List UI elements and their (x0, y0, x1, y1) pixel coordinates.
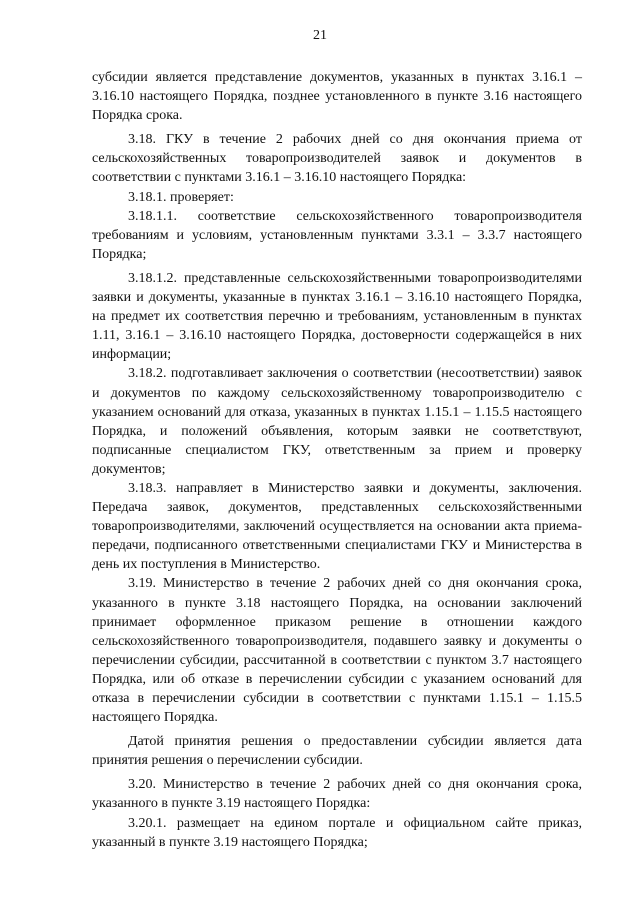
paragraph: 3.18.3. направляет в Министерство заявки и документы, заключения. Передача заявок, документов, представленных сельскохозяйственными товаропроизводителями, заключений осуществляется на основании акта приема-передачи, подписанного ответственными специалистами ГКУ и Министерства в день их поступления в Министерство. (92, 480, 582, 573)
paragraph: Датой принятия решения о предоставлении субсидии является дата принятия решения о перечислении субсидии. (92, 734, 582, 769)
paragraph: 3.18.1. проверяет: (128, 189, 234, 205)
paragraph: 3.18.1.2. представленные сельскохозяйственными товаропроизводителями заявки и документы, указанные в пунктах 3.16.1 – 3.16.10 настоящего Порядка, на предмет их соответствия перечню и требованиям, установленным в пунктах 1.11, 3.16.1 – 3.16.10 настоящего Порядка, достоверности содержащейся в них информации; (92, 270, 582, 363)
paragraph: 3.20.1. размещает на едином портале и официальном сайте приказ, указанный в пункте 3.19 настоящего Порядка; (92, 815, 582, 850)
paragraph: 3.18.1.1. соответствие сельскохозяйственного товаропроизводителя требованиям и условиям, установленным пунктами 3.3.1 – 3.3.7 настоящего Порядка; (92, 208, 582, 262)
paragraph: субсидии является представление документов, указанных в пунктах 3.16.1 – 3.16.10 настоящего Порядка, позднее установленного в пункте 3.16 настоящего Порядка срока. (92, 70, 582, 124)
paragraph: 3.19. Министерство в течение 2 рабочих дней со дня окончания срока, указанного в пункте 3.18 настоящего Порядка, на основании заключений принимает оформленное приказом решение в отношении каждого сельскохозяйственного товаропроизводителя, подавшего заявку и документы о перечислении субсидии, рассчитанной в соответствии с пунктом 3.7 настоящего Порядка, или об отказе в перечислении субсидии с указанием оснований для отказа в перечислении субсидии в соответствии с пунктами 1.15.1 – 1.15.5 настоящего Порядка. (92, 576, 582, 726)
paragraph: 3.20. Министерство в течение 2 рабочих дней со дня окончания срока, указанного в пункте 3.19 настоящего Порядка: (92, 777, 582, 812)
paragraph: 3.18. ГКУ в течение 2 рабочих дней со дня окончания приема от сельскохозяйственных товаропроизводителей заявок и документов в соответствии с пунктами 3.16.1 – 3.16.10 настоящего Порядка: (92, 132, 582, 186)
page-number: 21 (313, 28, 327, 43)
paragraph: 3.18.2. подготавливает заключения о соответствии (несоответствии) заявок и документов по каждому сельскохозяйственному товаропроизводителю с указанием оснований для отказа, указанных в пунктах 1.15.1 – 1.15.5 настоящего Порядка, и положений объявления, которым заявки не соответствуют, подписанные специалистом ГКУ, ответственным за прием и проверку документов; (92, 366, 582, 477)
body-text (92, 68, 582, 852)
